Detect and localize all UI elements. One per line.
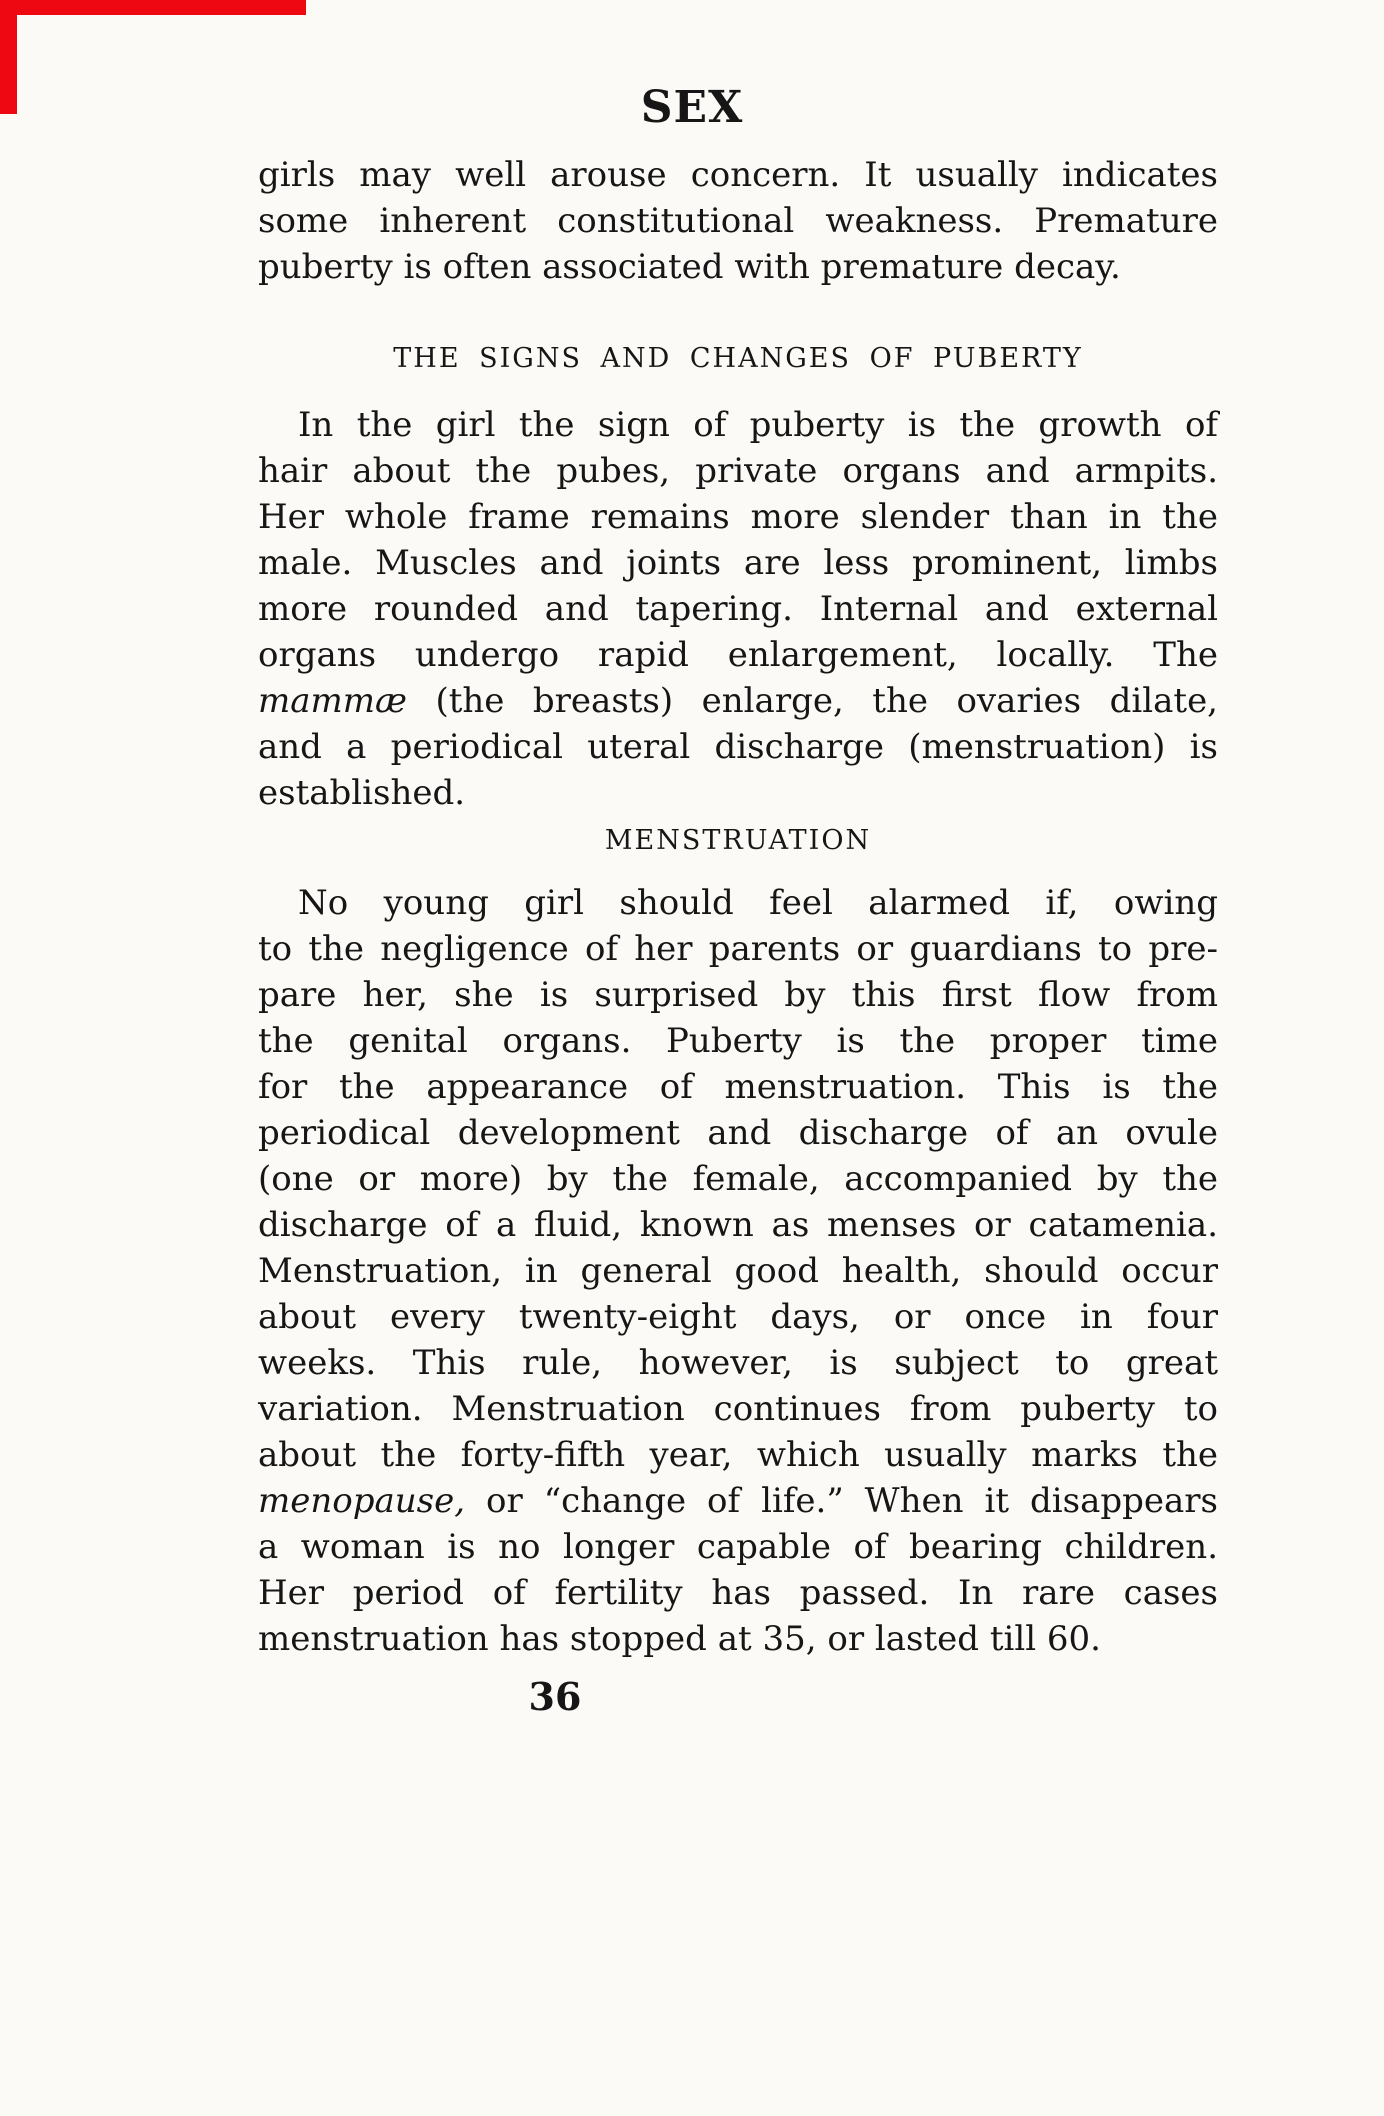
body-text: girls may well arouse concern. It usually indicates [258, 155, 1218, 196]
body-text: Her period of fertility has passed. In rare cases [258, 1573, 1218, 1614]
text-line [258, 1478, 1218, 1524]
body-text: more rounded and tapering. Internal and external [258, 589, 1218, 630]
text-line [258, 1616, 1218, 1662]
body-text: to the negligence of her parents or guardians to pre- [258, 929, 1218, 970]
text-line [258, 1524, 1218, 1570]
section-heading: MENSTRUATION [604, 825, 872, 857]
text-line [258, 448, 1218, 494]
text-line [258, 1110, 1218, 1156]
body-text: a woman is no longer capable of bearing children. [258, 1527, 1218, 1568]
body-text: male. Muscles and joints are less prominent, limbs [258, 543, 1218, 584]
body-text: about the forty-fifth year, which usually marks the [258, 1435, 1218, 1476]
body-text: established. [258, 773, 466, 814]
body-text: some inherent constitutional weakness. Premature [258, 201, 1218, 242]
red-scan-mark-left [0, 0, 17, 114]
body-text: puberty is often associated with premature decay. [258, 247, 1121, 288]
body-text: organs undergo rapid enlargement, locally. The [258, 635, 1218, 676]
text-line [258, 926, 1218, 972]
body-text: for the appearance of menstruation. This is the [258, 1067, 1218, 1108]
italic-text: menopause, [258, 1481, 466, 1522]
text-line [258, 494, 1218, 540]
text-line [258, 678, 1218, 724]
body-text: discharge of a fluid, known as menses or catamenia. [258, 1205, 1218, 1246]
text-line [258, 1156, 1218, 1202]
italic-text: mammæ [258, 681, 407, 722]
text-line [258, 1432, 1218, 1478]
text-block [258, 152, 1218, 1662]
body-text: about every twenty-eight days, or once in four [258, 1297, 1218, 1338]
body-text: (one or more) by the female, accompanied by the [258, 1159, 1218, 1200]
text-line [258, 198, 1218, 244]
text-line [258, 1064, 1218, 1110]
body-text: menstruation has stopped at 35, or lasted till 60. [258, 1619, 1101, 1660]
text-line [258, 1294, 1218, 1340]
body-text: and a periodical uteral discharge (menstruation) is [258, 727, 1218, 768]
body-text: periodical development and discharge of an ovule [258, 1113, 1218, 1154]
text-line [258, 1570, 1218, 1616]
page-title: SEX [640, 82, 744, 133]
red-scan-mark-top [0, 0, 306, 15]
text-line [258, 1248, 1218, 1294]
paragraph [258, 152, 1218, 290]
text-line [258, 972, 1218, 1018]
text-line [258, 724, 1218, 770]
body-text: variation. Menstruation continues from puberty to [258, 1389, 1218, 1430]
text-line [258, 880, 1218, 926]
text-line [258, 632, 1218, 678]
body-text: No young girl should feel alarmed if, owing [298, 883, 1218, 924]
text-line [258, 1386, 1218, 1432]
body-text: In the girl the sign of puberty is the growth of [298, 405, 1218, 446]
body-text: the genital organs. Puberty is the proper time [258, 1021, 1218, 1062]
body-text: or “change of life.” When it disappears [465, 1481, 1218, 1522]
body-text: hair about the pubes, private organs and armpits. [258, 451, 1218, 492]
paragraph [258, 880, 1218, 1662]
text-line [258, 770, 1218, 816]
body-text: Her whole frame remains more slender than in the [258, 497, 1218, 538]
section-heading: THE SIGNS AND CHANGES OF PUBERTY [393, 343, 1083, 375]
body-text: weeks. This rule, however, is subject to great [258, 1343, 1218, 1384]
body-text: (the breasts) enlarge, the ovaries dilate, [406, 681, 1218, 722]
body-text: Menstruation, in general good health, should occur [258, 1251, 1218, 1292]
text-line [258, 152, 1218, 198]
text-line [258, 1018, 1218, 1064]
text-line [258, 1202, 1218, 1248]
text-line [258, 402, 1218, 448]
body-text: pare her, she is surprised by this first flow from [258, 975, 1218, 1016]
paragraph [258, 402, 1218, 816]
text-line [258, 1340, 1218, 1386]
text-line [258, 244, 1218, 290]
page-number: 36 [528, 1674, 582, 1720]
text-line [258, 586, 1218, 632]
text-line [258, 540, 1218, 586]
